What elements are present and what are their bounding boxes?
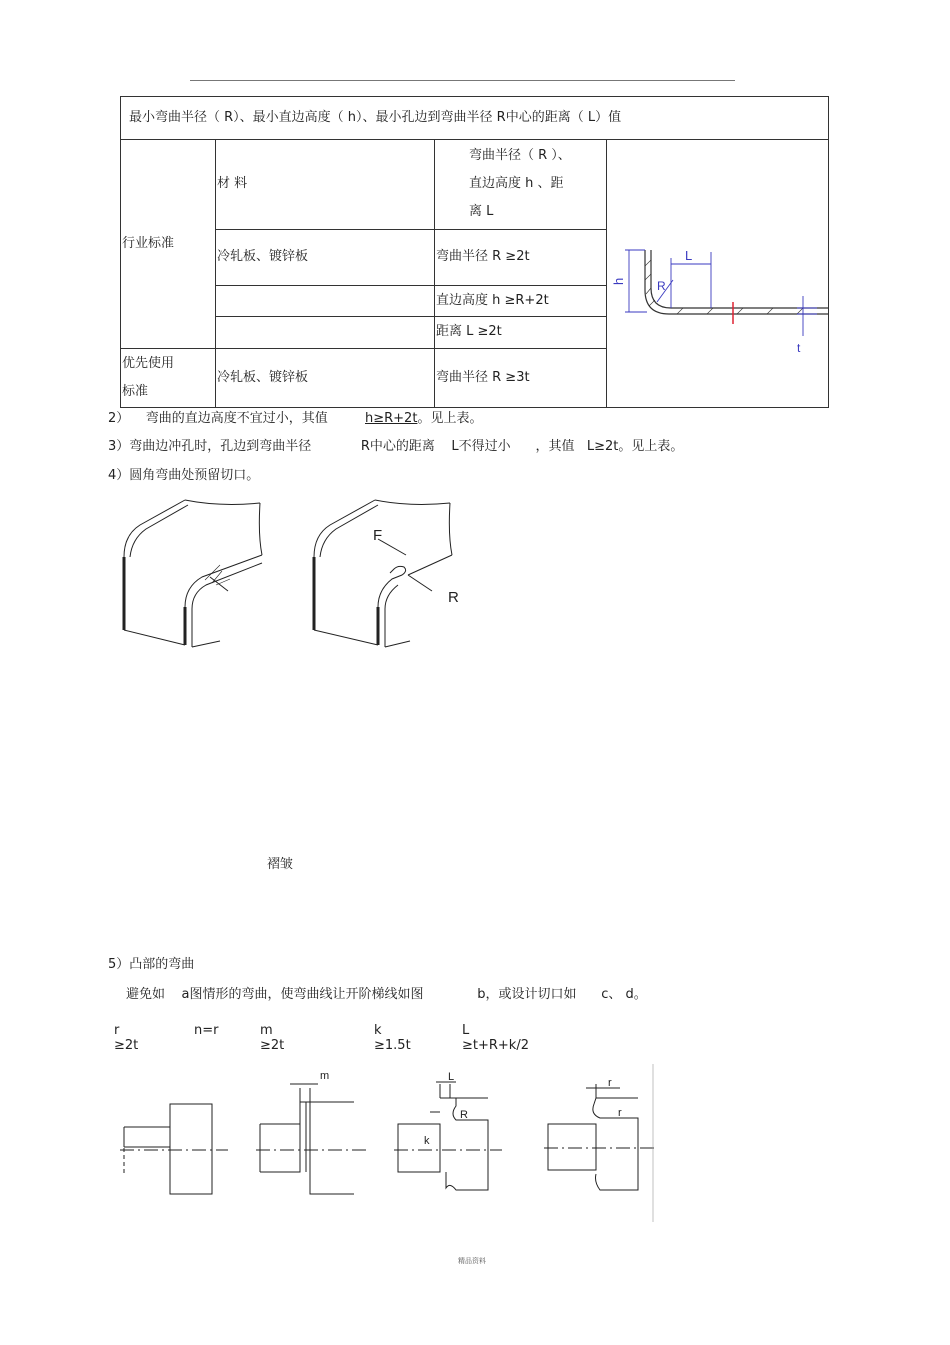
formula-k: k ≥1.5t	[374, 1023, 411, 1053]
formula-m: m ≥2t	[260, 1023, 285, 1053]
k-label: k	[424, 1135, 430, 1147]
pref-material: 冷轧板、镀锌板	[216, 348, 435, 407]
m-label: m	[320, 1070, 330, 1082]
industry-standard-label: 行业标准	[121, 140, 216, 349]
fold-caption: 褶皱	[267, 857, 294, 872]
paragraph-5b: 避免如 a图情形的弯曲，使弯曲线让开阶梯线如图 b，或设计切口如 c、 d。	[126, 987, 647, 1002]
paragraph-4: 4）圆角弯曲处预留切口。	[108, 468, 260, 483]
row1-param: 弯曲半径 R ≥2t	[435, 229, 607, 285]
paragraph-2-formula: h≥R+2t	[365, 411, 418, 426]
material-header: 材 料	[216, 140, 435, 230]
t-label: t	[797, 341, 801, 355]
param-header-line: 直边高度 h 、距	[469, 176, 564, 192]
R-label: R	[657, 279, 666, 293]
bend-diagram-cell	[607, 140, 829, 408]
R-label-figure1: R	[448, 589, 459, 606]
h-label: h	[611, 277, 626, 285]
footer-note: 精品资料	[458, 1257, 486, 1265]
pref-param: 弯曲半径 R ≥3t	[435, 348, 607, 407]
row3-material-empty	[216, 317, 435, 348]
paragraph-2	[108, 407, 482, 426]
spec-table	[120, 96, 829, 408]
table-title: 最小弯曲半径（ R）、最小直边高度（ h）、最小孔边到弯曲半径 R中心的距离（ L）值	[121, 97, 829, 140]
L-label-figure2: L	[448, 1071, 455, 1083]
stepped-bend-figures	[110, 1062, 670, 1227]
preferred-label-line: 标准	[122, 383, 149, 399]
param-header-line: 弯曲半径（ R ）、	[469, 148, 571, 164]
r-label-top: r	[608, 1077, 612, 1089]
paragraph-5: 5）凸部的弯曲	[108, 957, 195, 972]
formula-n: n=r	[194, 1023, 219, 1038]
row1-material: 冷轧板、镀锌板	[216, 229, 435, 285]
paragraph-2-tail: 。见上表。	[417, 411, 483, 426]
bend-dimension-diagram	[607, 140, 829, 396]
row2-param: 直边高度 h ≥R+2t	[435, 285, 607, 316]
formula-L: L ≥t+R+k/2	[462, 1023, 529, 1053]
param-header-line: 离 L	[469, 204, 494, 220]
header-rule	[190, 80, 735, 81]
preferred-label-line: 优先使用	[122, 355, 175, 371]
L-label: L	[685, 248, 693, 263]
row3-param: 距离 L ≥2t	[435, 317, 607, 348]
paragraph-3: 3）弯曲边冲孔时，孔边到弯曲半径 R中心的距离 L不得过小 ，其值 L≥2t。见上表。	[108, 439, 684, 454]
R-label-figure2: R	[460, 1109, 468, 1121]
paragraph-2-text: 2） 弯曲的直边高度不宜过小，其值	[108, 411, 365, 426]
r-label-side: r	[618, 1107, 622, 1119]
preferred-standard-label	[121, 348, 216, 407]
F-label: F	[373, 527, 383, 544]
formula-r: r ≥2t	[114, 1023, 139, 1053]
corner-notch-figure	[110, 495, 490, 660]
row2-material-empty	[216, 285, 435, 316]
param-header	[435, 140, 607, 230]
